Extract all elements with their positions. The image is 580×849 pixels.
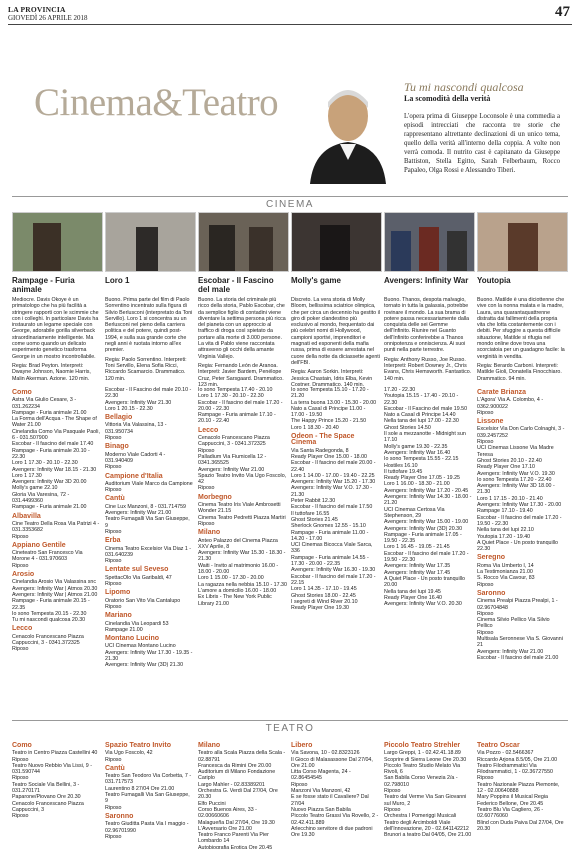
listing-entry: Loro 1 20.15 - 22.30 [105,405,153,412]
listing-entry: Riposo [105,464,122,471]
listing-entry: A Quiet Place - Un posto tranquillo 22.30 [477,539,558,553]
listing-entry: Cenacolo Francescano Piazza Cappuccini, 3 [12,800,84,813]
listing-entry: Cine Teatro Della Rosa Via Patrizi 4 - 031.3353682 [12,520,100,534]
movie-still [291,212,382,272]
listing-entry: Escobar - Il fascino del male 17.40 [12,441,94,448]
city-heading: Lissone [477,418,504,426]
feature-body: L'opera prima di Giuseppe Loconsole è una commedia a episodi intrecciati che racconta tre storie che rappresentano altrettante declinazioni di un unico tema, quello della verità all'interno della coppia. A volte non verrà comoda. Il nutrito cast è capitanato da Giuseppe Battiston, Stella Egitto, Sarah Felberbaum, Rocco Papaleo, Olga Rossi e Alessandro Tiberi. [404,113,560,174]
city-heading: Campione d'Italia [105,472,163,480]
listing-entry: Molly's game 22.10 [12,485,58,492]
listing-entry: Mary Poppins il Musical Regia Federico Bellone, Ore 20.45 [477,794,548,807]
listing-entry: Riposo [12,562,29,569]
movie-still [105,212,196,272]
listing-entry: Il Gioco di Malasassone Dal 27/04, Ore 21.00 [291,756,373,769]
movie-description: Buono. Matilde è una diciottenne che vive con la nonna malata e la madre, Laura, una quarantaquattrenne distratta dai fallimenti della propria vita che lotta costantemente con i debiti. Per sfuggire a questa difficile situazione, Matilde si rifugia nel mondo online dove trova una scorciatoia per un guadagno facile: la verginità in vendita. [477,297,565,360]
listing-entry: Avengers: Infinity War 3D 20.00 [12,479,87,486]
listing-entry: Avengers: Infinity War 16.30 - 19.30 [291,567,376,574]
city-heading: Milano [198,742,221,749]
listing-entry: Avengers: Infinity War 17.30 - 19.35 - 21.30 [105,649,193,662]
movie-credits: Regia: Aaron Sorkin. Interpreti: Jessica Chastain, Idris Elba, Kevin Costner. Drammatico. 140 min. [291,369,373,388]
listing-entry: Cinelandia Arosio Via Valassina snc [12,579,97,586]
listing-entry: Escobar - Il fascino del male 17.20 - 20.00 - 22.30 [198,399,283,412]
listing-column [105,387,194,669]
movie-reviews [12,212,568,388]
city-heading: Piccolo Teatro Strehler [384,742,461,749]
city-heading: Teatro Oscar [477,742,520,749]
listing-entry: Riposo [198,520,215,527]
movie-description: Buono. La storia del criminale più ricco della storia, Pablo Escobar, che da semplice figlio di contadini viene diventare la settima persona più ricca del pianeta con un approccio al traffico di droga così spietato da portare alla morte di 3.000 persone. La vita di Pablo viene raccontata attraverso gli occhi della amante Virginia Vallejo. [198,297,286,360]
listing-entry: Loro 1 18.30 - 20.40 [291,424,339,431]
city-heading: Cantù [105,495,125,503]
listing-entry: Rampage - Furia animale 20.10 - 22.30 [12,447,90,460]
listing-entry: Manzoni Via Manzoni, 42 [291,788,351,795]
listing-column [477,740,566,849]
listing-entry: Teatro dal Verme Via San Giovanni sul Muro, 2 [384,794,467,807]
listing-entry: Teatro Nazionale Piazza Piemonte, 12 - 02.00640888 [477,781,560,795]
movie-description: Buono. Prima parte del film di Paolo Sorrentino incentrato sulla figura di Silvio Berlusconi (interpretato da Toni Servillo). Loro 1 si concentra su un Berlusconi nel pieno della carriera politica e del potere, quindi post-1994, e sulla sua grande corte che negli anni è ruotata intorno all'ex premier. [105,297,193,354]
listing-entry: UCI Cinemas Bicocca Viale Sarca, 336 [291,542,373,555]
listing-entry: Io sono Tempesta 17.20 - 22.40 [477,476,552,483]
listing-entry: Auditorium Viale Marco da Campione [105,480,193,487]
listing-entry: Escobar - Il Fascino del male 20.10 - 22.30 [105,387,192,400]
listing-entry: Youtopia 15.15 - 17.40 - 20.10 - 22.30 [384,393,459,406]
listing-column [12,387,101,669]
listing-entry: Ready Player One 17.10 [477,464,536,471]
listing-entry: Cinelandia Via Leopardi 53 [105,620,169,627]
listing-entry: Blind con Duda Paiva Dal 27/04, Ore 20.30 [477,819,564,832]
cinema-listings [12,387,568,669]
listing-entry: Loro 1 16.45 - 19.05 - 21.45 [384,544,450,551]
listing-entry: Rampage - Furia animale 21.00 [12,409,87,416]
listing-column [198,740,287,849]
listing-entry: Nella tana dei lupi 22.10 [477,527,534,534]
listing-entry: I segreti di Wind River 20.10 [291,598,358,605]
listing-entry: Riposo [477,581,494,588]
listing-column [477,387,566,669]
listing-entry: Ready Player One 16.40 [384,594,443,601]
movie-title: Avengers: Infinity War [384,276,469,285]
listing-entry: Riposo [105,833,122,840]
listing-entry: Riccardo Arjona 8.5/05, Ore 21.00 [477,756,558,763]
listing-entry: Avengers: Infinity War 15.30 - 18.30 - 21.30 [198,550,286,563]
listing-entry: Riposo [198,447,215,454]
listing-entry: Ex Libris - The New York Public Library 21.00 [198,594,272,607]
listing-entry: Auditorium di Milano Fondazione Cariplo [198,769,276,782]
listing-entry: Il tuttofare 16.55 [291,510,330,517]
listing-entry: Avengers: Infinity War (3D) 21.30 [105,662,184,669]
listing-entry: Loro 1 17.30 - 20.10 - 22.30 [198,393,264,400]
listing-entry: Cenacolo Francescano Piazza Cappuccini, 3 - 0341.372325 [198,435,270,448]
listing-entry: Loro 1 14.00 - 17.00 - 19.40 - 22.25 [291,472,375,479]
listing-entry: Rampage 17.10 - 19.40 [477,508,533,515]
listing-entry: Riposo [12,533,29,540]
listing-column [291,740,380,849]
listing-entry: Loro 1 15.00 - 17.30 - 20.00 [198,575,264,582]
listing-entry: Riposo [198,485,215,492]
listing-entry: Teatro Franco Parenti Via Pier Lombardo 14 [198,832,269,845]
listing-column [384,387,473,669]
listing-entry: Riposo [12,756,29,763]
listing-entry: Avengers: Infinity War 3D 18.00 - 21.30 [477,483,555,496]
listing-entry: Oratorio San Vito Via Cantalupo [105,597,181,604]
listing-entry: Wonder 21.15 [198,508,232,515]
listing-entry: L'amore a domicilio 16.00 - 18.00 [198,587,277,594]
listing-entry: Avengers: Infinity War 21.00 [477,648,544,655]
listing-entry: Cine Lux Manzoni, 8 - 031.714759 [105,503,186,510]
listing-entry: Avengers: Infinity War 15.00 - 19.00 [384,519,469,526]
listing-entry: Avengers: Infinity War 17.45 [384,569,451,576]
city-heading: Lecco [12,625,33,633]
listing-entry: Loro 1 17.30 - 20.10 - 22.30 [12,460,78,467]
city-heading: Albavilla [12,512,41,520]
listing-entry: Riposo [12,813,29,820]
listing-entry: UCI Cinemas Lissone Via Madre Teresa [477,445,554,458]
listing-entry: Via Savona, 10 - 02.8323126 [291,750,360,757]
movie-still [384,212,475,272]
listing-entry: Escobar - Il fascino del male 17.20 - 19.50 - 22.30 [384,550,469,564]
listing-entry: Riposo [105,756,122,763]
listing-entry: Riposo [477,409,494,416]
paper-name: LA PROVINCIA [8,5,66,14]
listing-entry: Teatro Sociale Via Bellini, 3 - 031.270171 [12,781,80,795]
listing-entry: Rampage - Furia animale 17.05 - 19.50 - 22.35 [384,531,462,545]
listing-entry: Avengers: Infinity War 15.20 - 17.30 [291,479,376,486]
listing-entry: Avengers: Infinity War 21.00 [198,466,265,473]
listing-entry: UCI Cinemas Montano Lucino [105,643,176,650]
listing-entry: Vittoria Via Valassina, 13 - 031.950734 [105,422,167,435]
listing-entry: Litta Corso Magenta, 24 - 02.86454545 [291,769,351,782]
listing-entry: Ready Player One 19.30 [291,605,350,612]
listing-entry: Rampage - Furia animale 20.15 - 22.35 [12,598,90,611]
listing-entry: Nato a Casal di Principe 11.00 - 17.00 - 19.50 [291,405,366,419]
city-heading: Carate Brianza [477,389,527,396]
listing-entry: Io sono Tempesta 15.55 - 22.15 [384,456,459,463]
listing-column [198,387,287,669]
listing-entry: Ghost Stories 18.00 - 22.45 [291,592,356,599]
listing-entry: Io sono Tempesta 17.40 - 20.10 [198,387,273,393]
listing-entry: Teatro degli Arcimboldi Viale dell'Innovazione, 20 - 02.641142212 [384,819,469,832]
city-heading: Erba [105,537,121,545]
listing-entry: Avengers: Infinity War 17.30 - 20.00 [477,502,562,509]
listing-column [291,387,380,669]
movie-still [477,212,568,272]
listing-column [105,740,194,849]
theatre-listings [12,740,568,849]
listing-entry: Moderno Viale Cadorti 4 - 031.940409 [105,451,166,464]
listing-entry: Tu mi nascondi qualcosa 20.30 [12,617,86,624]
listing-entry: Loro 1 14.35 - 17.10 - 19.45 [291,586,357,593]
listing-entry: La Forma dell'Acqua - The Shape of Water 21.00 [12,416,97,429]
listing-entry: Arlecchino servitore di due padroni Ore 19.30 [291,825,373,839]
listing-entry: Io sono Tempesta 15.10 - 17.20 - 21.20 [291,387,369,400]
listing-entry: La terra buona 13.00 - 15.30 - 20.00 [291,399,377,406]
listing-entry: Avengers: Infinity War 16.40 [384,449,451,456]
section-title: Cinema&Teatro [34,81,279,124]
city-heading: Libero [291,742,313,749]
listing-entry: L'Avversario Ore 21.00 [198,825,252,832]
listing-entry: Riposo [105,581,122,588]
listing-entry: Avengers: Infinity War 14.30 - 18.00 - 21.20 [384,494,472,507]
listing-entry: Ghost Stories 14.50 [384,424,431,431]
listing-entry: Orchestra G. Verdi Dal 27/04, Ore 20.30 [198,788,278,801]
movie-card [198,212,287,388]
movie-title: Molly's game [291,276,341,285]
listing-entry: Sherlock Gnomes 12.55 - 15.10 [291,523,366,530]
listing-entry: Riposo [384,788,401,795]
page-number: 47 [555,4,570,20]
listing-entry: Via Ugo Foscolo, 42 [105,750,153,757]
listing-entry: S. Rocco Via Cavour, 83 [477,575,535,582]
feature-subtitle: La scomodità della verità [404,94,491,103]
movie-still [198,212,289,272]
listing-entry: Piccolo Teatro Grassi Via Rovello, 2 - 02.42.411.889 [291,813,379,826]
movie-title: Rampage - Furia animale [12,276,75,294]
movie-description: Mediocre. Davis Okoye è un primatologo che ha più facilità a stringere rapporti con le scimmie che con i colleghi. In particolare Davis ha instaurato un legame speciale con George, adorabile gorilla silverback straordinariamente intelligente. Ma come uomo quando un delicato esperimento genetico trasforma George in un mostro incontrollabile. [12,297,99,360]
listing-entry: Ready Player One 15.00 - 18.00 [291,453,367,460]
listing-entry: Riposo [105,435,122,442]
listing-entry: Escobar - Il fascino del male 17.20 - 22.15 [291,573,376,586]
city-heading: Montano Lucino [105,635,160,643]
cinema-band [12,196,568,211]
listing-entry: Riposo [12,646,29,653]
listing-entry: Orchestra I Pomeriggi Musicali [384,813,457,820]
listing-entry: Rampage - Furia animale 21.00 [12,504,87,511]
listing-entry: Nuovo Piazza San Babila [291,806,351,813]
listing-entry: Riposo [105,804,122,811]
listing-entry: Cinema Prealpi Piazza Prealpi, 1 - 02.96704848 [477,598,558,611]
listing-entry: Nella tana dei lupi 17.00 - 22.30 [384,418,459,425]
teatro-label: TEATRO [260,723,321,734]
city-heading: Milano [198,529,221,537]
movie-credits: Regia: Berardo Carboni. Interpreti: Matilde Gioli, Donatella Finocchiaro. Drammatico. 94 min. [477,362,562,382]
listing-entry: Il tuttofare 19.45 [384,468,423,475]
movie-card [105,212,194,388]
listing-entry: Laurentino 8 27/04 Ore 21.00 [105,785,175,792]
listing-entry: Loro 1 16.00 - 18.30 - 21.00 [384,481,450,488]
listing-entry: Excelsior Via Don Carlo Colnaghi, 3 - 039.2457252 [477,426,565,439]
listing-entry: Via Pozzo - 02.5466367 [477,750,534,757]
listing-entry: Riposo [105,558,122,565]
city-heading: Lipomo [105,589,131,597]
listing-entry: Riposo [477,610,494,617]
listing-entry: San Babila Corso Venezia 2/a - 02.798010 [384,775,458,788]
listing-entry: Cinelandia Como Via Pasquale Paoli, 6 - 031.507900 [12,428,100,442]
listing-entry: Cinema Teatro Iris Viale Ambrosetti [198,502,281,509]
listing-entry: Avengers: Infinity War | Atmos 21.00 [12,591,98,598]
listing-entry: Riposo [291,781,308,788]
city-heading: Arosio [12,571,35,579]
listing-entry: Riposo [384,806,401,813]
listing-entry: E se fosse stato il Cavaliere? Dal 27/04 [291,794,369,807]
listing-entry: Rampage - Furia animale 17.10 - 20.10 - 22.40 [198,412,276,425]
listing-entry: Cinema Teatro Excelsior Via Diaz 1 - 031.640239 [105,545,192,558]
movie-credits: Regia: Brad Peyton. Interpreti: Dwayne Johnson, Naomie Harris, Malin Akerman. Azione. 120 min. [12,362,91,382]
teatro-band [12,720,568,735]
listing-entry: Molly's game 19.30 - 22.35 [384,443,448,450]
listing-entry: Riposo [477,439,494,446]
top-rule [8,24,572,25]
listing-entry: Youtopia 17.20 - 19.40 [477,533,531,540]
listing-entry: Via Santa Radegonda, 8 [291,447,349,454]
listing-entry: Teatro Filodrammatici Via Filodrammatici, 1 - 02.36727550 [477,762,553,776]
listing-entry: A Quiet Place - Un posto tranquillo 20.00 [384,575,465,589]
listing-entry: Corso Buenos Aires, 33 - 02.00660606 [198,806,257,820]
listing-entry: Avengers: Infinity War V.O. 17.30 - 21.30 [291,485,373,498]
listing-entry: Riposo [12,775,29,782]
city-heading: Como [12,389,32,396]
listing-entry: La Testimonianza 21.00 [477,569,533,576]
listing-entry: Gloria Via Varesina, 72 - 031.4499360 [12,491,70,505]
listing-entry: Rampage - Furia animale 11.00 - 14.20 - 17.00 [291,529,369,542]
listing-entry: Astra Via Giulio Cesare, 3 - 031.262234 [12,397,77,410]
listing-entry: Cinema Silvio Pellico Via Silvio Pellico [477,617,550,630]
listing-entry: Teatro alla Scala Piazza della Scala - 02.88791 [198,750,286,763]
listing-entry: Teatro Fumagalli Via San Giuseppe, 9 [105,516,190,529]
movie-still [12,212,103,272]
listing-entry: Francesca da Rimini Ore 20.00 [198,762,272,769]
listing-entry: Teatro Blu Via Cagliero, 26 - 02.60776060 [477,806,544,820]
listing-column [12,740,101,849]
listing-entry: Teatro Giuditta Pasta Via I maggio - 02.96701990 [105,821,189,834]
listing-entry: Escobar - Il fascino del male 17.20 - 19.50 - 22.30 [477,514,562,527]
city-heading: Odeon - The Space Cinema [291,433,355,447]
listing-entry: Riposo [477,629,494,636]
listing-entry: Spazio Teatro Invito Via Ugo Foscolo, 42 [198,472,287,486]
movie-card [291,212,380,388]
listing-entry: Avengers: Infinity War (3D) 20.30 [384,525,463,532]
movie-card [384,212,473,388]
listing-entry: Riposo [105,528,122,535]
listing-entry: Riposo [105,487,122,494]
movie-credits: Regia: Paolo Sorrentino. Interpreti: Toni Servillo, Elena Sofia Ricci, Riccardo Scamarcio. Drammatico. 120 min. [105,356,187,382]
listing-entry: Teatro Nuovo Rebbio Via Lissi, 9 - 031.590744 [12,762,92,776]
listing-entry: Elfo Puccini [198,800,226,807]
listing-entry: Rampage 21.00 [105,626,143,633]
listing-entry: Teatro in Centro Piazza Castellini 40 [12,750,98,757]
listing-entry: Riposo [477,775,494,782]
listing-entry: Avengers: Infinity War | Atmos 20.30 [12,585,98,592]
listing-entry: Ghost Stories 20.10 - 22.40 [477,457,542,464]
movie-card [477,212,566,388]
listing-entry: Cinema Teatro Pedretti Piazza Martiri [198,514,286,521]
listing-entry: Piccolo Teatro Studio Melato Via Rivoli, 6 [384,762,461,776]
city-heading: Saronno [477,589,506,597]
listing-entry: Largo Mahler - 02.83389201 [198,781,265,788]
listing-entry: Roma Via Umberto I, 14 [477,562,534,569]
city-heading: Cantù [105,764,125,772]
listing-entry: Nato a Casal di Principe 14.40 [384,412,456,419]
listing-entry: Teatro Fumagalli Via San Giuseppe, 9 [105,792,190,805]
city-heading: Seregno [477,554,506,562]
listing-entry: La ragazza nella nebbia 15.10 - 17.30 [198,581,287,588]
listing-entry: Rampage - Furia animale 14.55 - 17.30 - 20.00 - 22.35 [291,554,369,568]
movie-description: Discreto. La vera storia di Molly Bloom, bellissima sciatrice olimpica, che per circa un decennio ha gestito il giro di poker clandestino più esclusivo al mondo, frequentato dai più celebri nomi di Hollywood, campioni sportivi, imprenditori e magnati ed esponenti della mafia russa, prima di essere arrestata nel cuore della notte da diciassette agenti dell'FBI. [291,297,380,366]
listing-entry: Anteo Palazzo del Cinema Piazza XXV Aprile, 8 [198,537,278,550]
listing-entry: The Happy Prince 15.20 - 21.50 [291,418,367,425]
listing-column [384,740,473,849]
listing-entry: Nella tana dei lupi 19.45 [384,588,441,595]
city-heading: Appiano Gentile [12,541,66,549]
listing-entry: Escobar - Il fascino del male 21.00 [477,654,559,661]
listing-entry: Malagueña Dal 27/04, Ore 19.30 [198,819,275,826]
listing-entry: Brunori a teatro Dal 04/05, Ore 21.00 [384,832,472,839]
movie-credits: Regia: Anthony Russo, Joe Russo. Interpreti: Robert Downey Jr., Chris Evans, Chris Hemsworth. Fantastico. 140 min. [384,356,472,382]
listing-entry: Riposo [105,603,122,610]
listing-entry: Avengers: Infinity War 21.00 [105,510,172,517]
listing-entry: Autobiografia Erotica Ore 20.45 [198,844,273,849]
city-heading: Lecco [198,426,219,434]
city-heading: Binago [105,443,129,451]
listing-entry: L'Agora' Via A. Colombo, 4 - 0362.900022 [477,397,544,410]
movie-title: Loro 1 [105,276,130,285]
listing-entry: Io sono Tempesta 20.15 - 22.30 [12,610,87,617]
movie-card [12,212,101,388]
listing-entry: Scoprire di Sierra Leone Ore 20.30 [384,756,467,763]
listing-entry: Largo Greppi, 1 - 02.42.41.18.89 [384,750,461,757]
listing-entry: Ready Player One 17.05 - 19.25 [384,475,460,482]
listing-entry: Ghost Stories 21.45 [291,516,338,523]
portrait-photo [300,74,396,184]
cinema-label: CINEMA [260,199,320,210]
listing-entry: Waiti - Invito al matrimonio 16.00 - 18.00 - 20.00 [198,562,279,576]
listing-entry: Multisala Seronnese Via S. Giovanni 21 [477,635,563,649]
listing-entry: Avengers: Infinity War 18.15 - 21.30 [12,466,97,473]
listing-entry: Loro 1 17.15 - 20.10 - 21.40 [477,495,543,502]
city-heading: Saronno [105,812,134,820]
listing-entry: Avengers: Infinity War V.O. 19.30 [477,470,555,477]
listing-entry: Escobar - Il fascino del male 17.50 [291,504,373,511]
feature-title: Tu mi nascondi qualcosa [404,80,524,94]
listing-entry: Cineteatro San Francesco Via Morone 4 - 031.970603 [12,550,83,563]
listing-entry: Palladium Via Fiumicella 12 - 0341.365525 [198,453,267,467]
listing-entry: Hostiles 16.10 [384,462,418,469]
city-heading: Lentate sul Seveso [105,566,169,574]
listing-entry: Cenacolo Francescano Piazza Cappuccini, 3 - 0341.372325 [12,633,84,646]
listing-entry: 17.20 - 22.30 [384,387,416,393]
movie-title: Youtopia [477,276,511,285]
listing-entry: UCI Cinemas Certosa Via Stephenson, 29 [384,506,445,519]
listing-entry: Il sole a mezzanotte - Midnight sun 17.10 [384,431,466,444]
listing-entry: Escobar - Il Fascino del male 19.50 [384,405,468,412]
city-heading: Bellagio [105,414,133,422]
listing-entry: Teatro San Teodoro Via Corbetta, 7 - 031.717573 [105,773,192,786]
listing-entry: Avengers: Infinity War 17.20 - 20.45 [384,487,469,494]
city-heading: Spazio Teatro Invito [105,742,171,749]
movie-description: Buono. Thanos, despota malvagio, tornato in tutta la galassia, potrebbe rovinare il mondo. La sua brama di potere passa necessariamente dalla conquista delle sei Gemme dell'Infinito. Riunire nel Guanto dell'Infinito conferirebbe a Thanos onnipotenza e onniscienza. Ai suoi punti nella parte terrestre. [384,297,470,354]
listing-entry: Peter Rabbit 12.30 [291,498,336,505]
masthead [8,6,88,22]
listing-entry: Loro 1 17.30 [12,472,42,479]
issue-date: GIOVEDÌ 26 APRILE 2018 [8,14,88,22]
city-heading: Como [12,742,32,749]
listing-entry: Avengers: Infinity War V.O. 20.30 [384,601,462,608]
listing-entry: Escobar - Il fascino del male 20.00 - 22.40 [291,460,376,473]
listing-entry: SpettacOlo Via Garibaldi, 47 [105,574,172,581]
city-heading: Morbegno [198,493,232,501]
listing-entry: Avengers: Infinity War 21.30 [105,399,172,406]
listing-entry: Avengers: Infinity War 17.35 [384,563,451,570]
movie-credits: Regia: Fernando León de Aranoa. Interpreti: Javier Bardem, Penélope Cruz, Peter Sarsgaard. Drammatico. 123 min. [198,362,284,388]
listing-entry: Paparone/Piovano Ore 20.30 [12,794,81,801]
city-heading: Mariano [105,612,132,620]
movie-title: Escobar - Il Fascino del male [198,276,274,294]
